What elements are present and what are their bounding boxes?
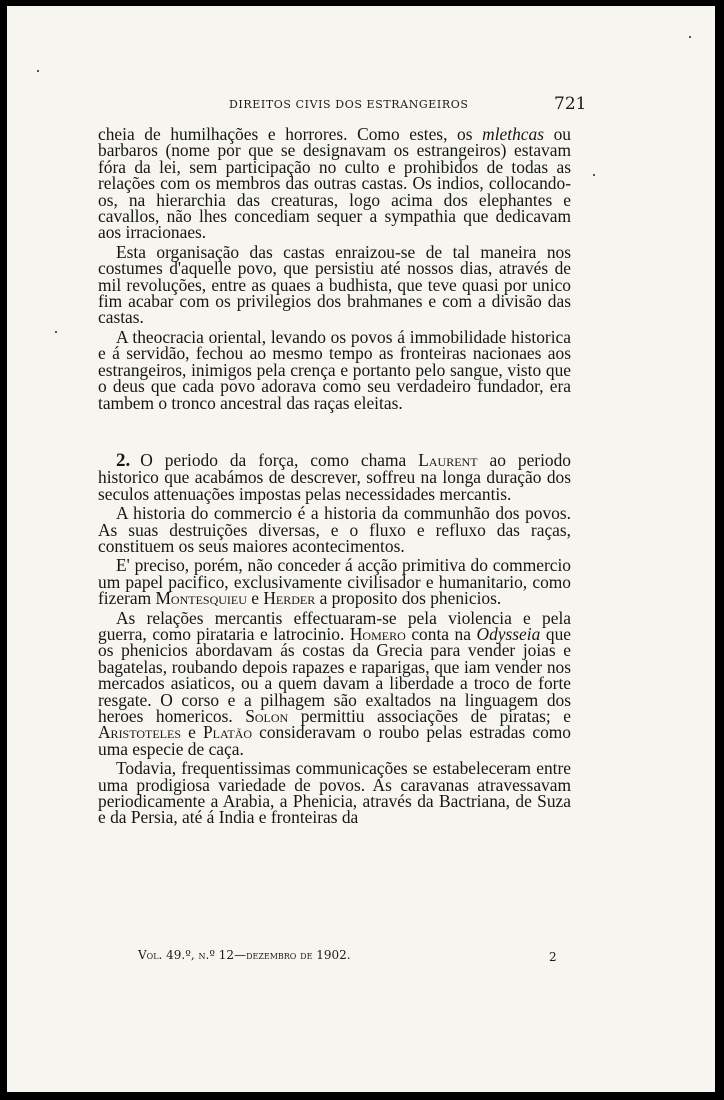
scan-speck [689, 36, 691, 38]
author-name: Solon [245, 706, 289, 726]
page-number: 721 [554, 94, 587, 114]
paragraph: Todavia, frequentissimas communicações se estabeleceram entre uma prodigiosa variedade de povos. As caravanas atravessavam periodicamente a Arabia, a Phenicia, através da Bactriana, de Suza e da Persia, até á India e fronteiras da [98, 758, 571, 828]
section-number: 2. [116, 449, 131, 471]
paragraph: A theocracia oriental, levando os povos á immobilidade historica e á servidão, fechou ao mesmo tempo as fronteiras nacionaes aos estrangeiros, inimigos pela crença e portanto pelo sangue, visto que o deus que cada povo adorava como seu verdadeiro fundador, era tambem o tronco ancestral das raças eleitas. [98, 326, 571, 413]
paragraph: E' preciso, porém, não conceder á acção primitiva do commercio um papel pacifico, exclusivamente civilisador e humanitario, como fizeram Montesquieu e Herder a proposito dos phenicios. [98, 555, 571, 609]
italic-title: Odysseia [476, 623, 541, 644]
scanned-page [7, 6, 715, 1092]
paragraph: cheia de humilhações e horrores. Como estes, os mlethcas ou barbaros (nome por que se designavam os estrangeiros) estavam fóra da lei, sem participação no culto e prohibidos de todas as relações com os membros das outras castas. Os indios, collocando-os, na hierarchia das creaturas, logo acima dos elephantes e cavallos, não lhes concediam sequer a sympathia que dedicavam aos irracionaes. [98, 124, 572, 243]
author-name: Montesquieu [155, 588, 247, 609]
section-gap [98, 414, 571, 452]
author-name: Platão [203, 722, 252, 743]
author-name: Homero [349, 623, 406, 644]
page-footer [7, 948, 715, 968]
author-name: Herder [263, 588, 316, 609]
italic-term: mlethcas [482, 124, 544, 144]
body-text [98, 126, 571, 829]
volume-note: Vol. 49.º, n.º 12—dezembro de 1902. [138, 948, 351, 962]
author-name: Laurent [418, 449, 478, 470]
author-name: Aristoteles [98, 722, 182, 743]
scan-speck [593, 174, 595, 176]
running-head: DIREITOS CIVIS DOS ESTRANGEIROS [229, 98, 469, 111]
paragraph: A historia do commercio é a historia da communhão dos povos. As suas destruições diversas, e o fluxo e refluxo das raças, constituem os seus maiores acontecimentos. [98, 503, 571, 556]
section-2-paragraph: 2. O periodo da força, como chama Laurent ao periodo historico que acabámos de descrever, soffreu na longa duração dos seculos attenuações impostas pelas necessidades mercantis. [98, 449, 572, 504]
scan-speck [55, 331, 57, 333]
scan-speck [37, 70, 39, 72]
paragraph: Esta organisação das castas enraizou-se de tal maneira nos costumes d'aquelle povo, que persistiu até nossos dias, através de mil revoluções, entre as quaes a budhista, que teve quasi por unico fim acabar com os privilegios dos brahmanes e com a divisão das castas. [98, 241, 571, 328]
signature-mark: 2 [549, 950, 557, 964]
page-header [7, 94, 715, 124]
paragraph: As relações mercantis effectuaram-se pela violencia e pela guerra, como pirataria e latrocinio. Homero conta na Odysseia que os phenicios abordavam ás costas da Grecia para vender joias e bagatelas, roubando depois rapazes e raparigas, que iam vender nos mercados asiaticos, ou a quem davam a liberdade a troco de forte resgate. O corso e a pilhagem são exaltados na linguagem dos heroes homericos. Solon permittiu associações de piratas; e Aristoteles e Platão consideravam o roubo pelas estradas como uma especie de caça. [98, 607, 571, 759]
